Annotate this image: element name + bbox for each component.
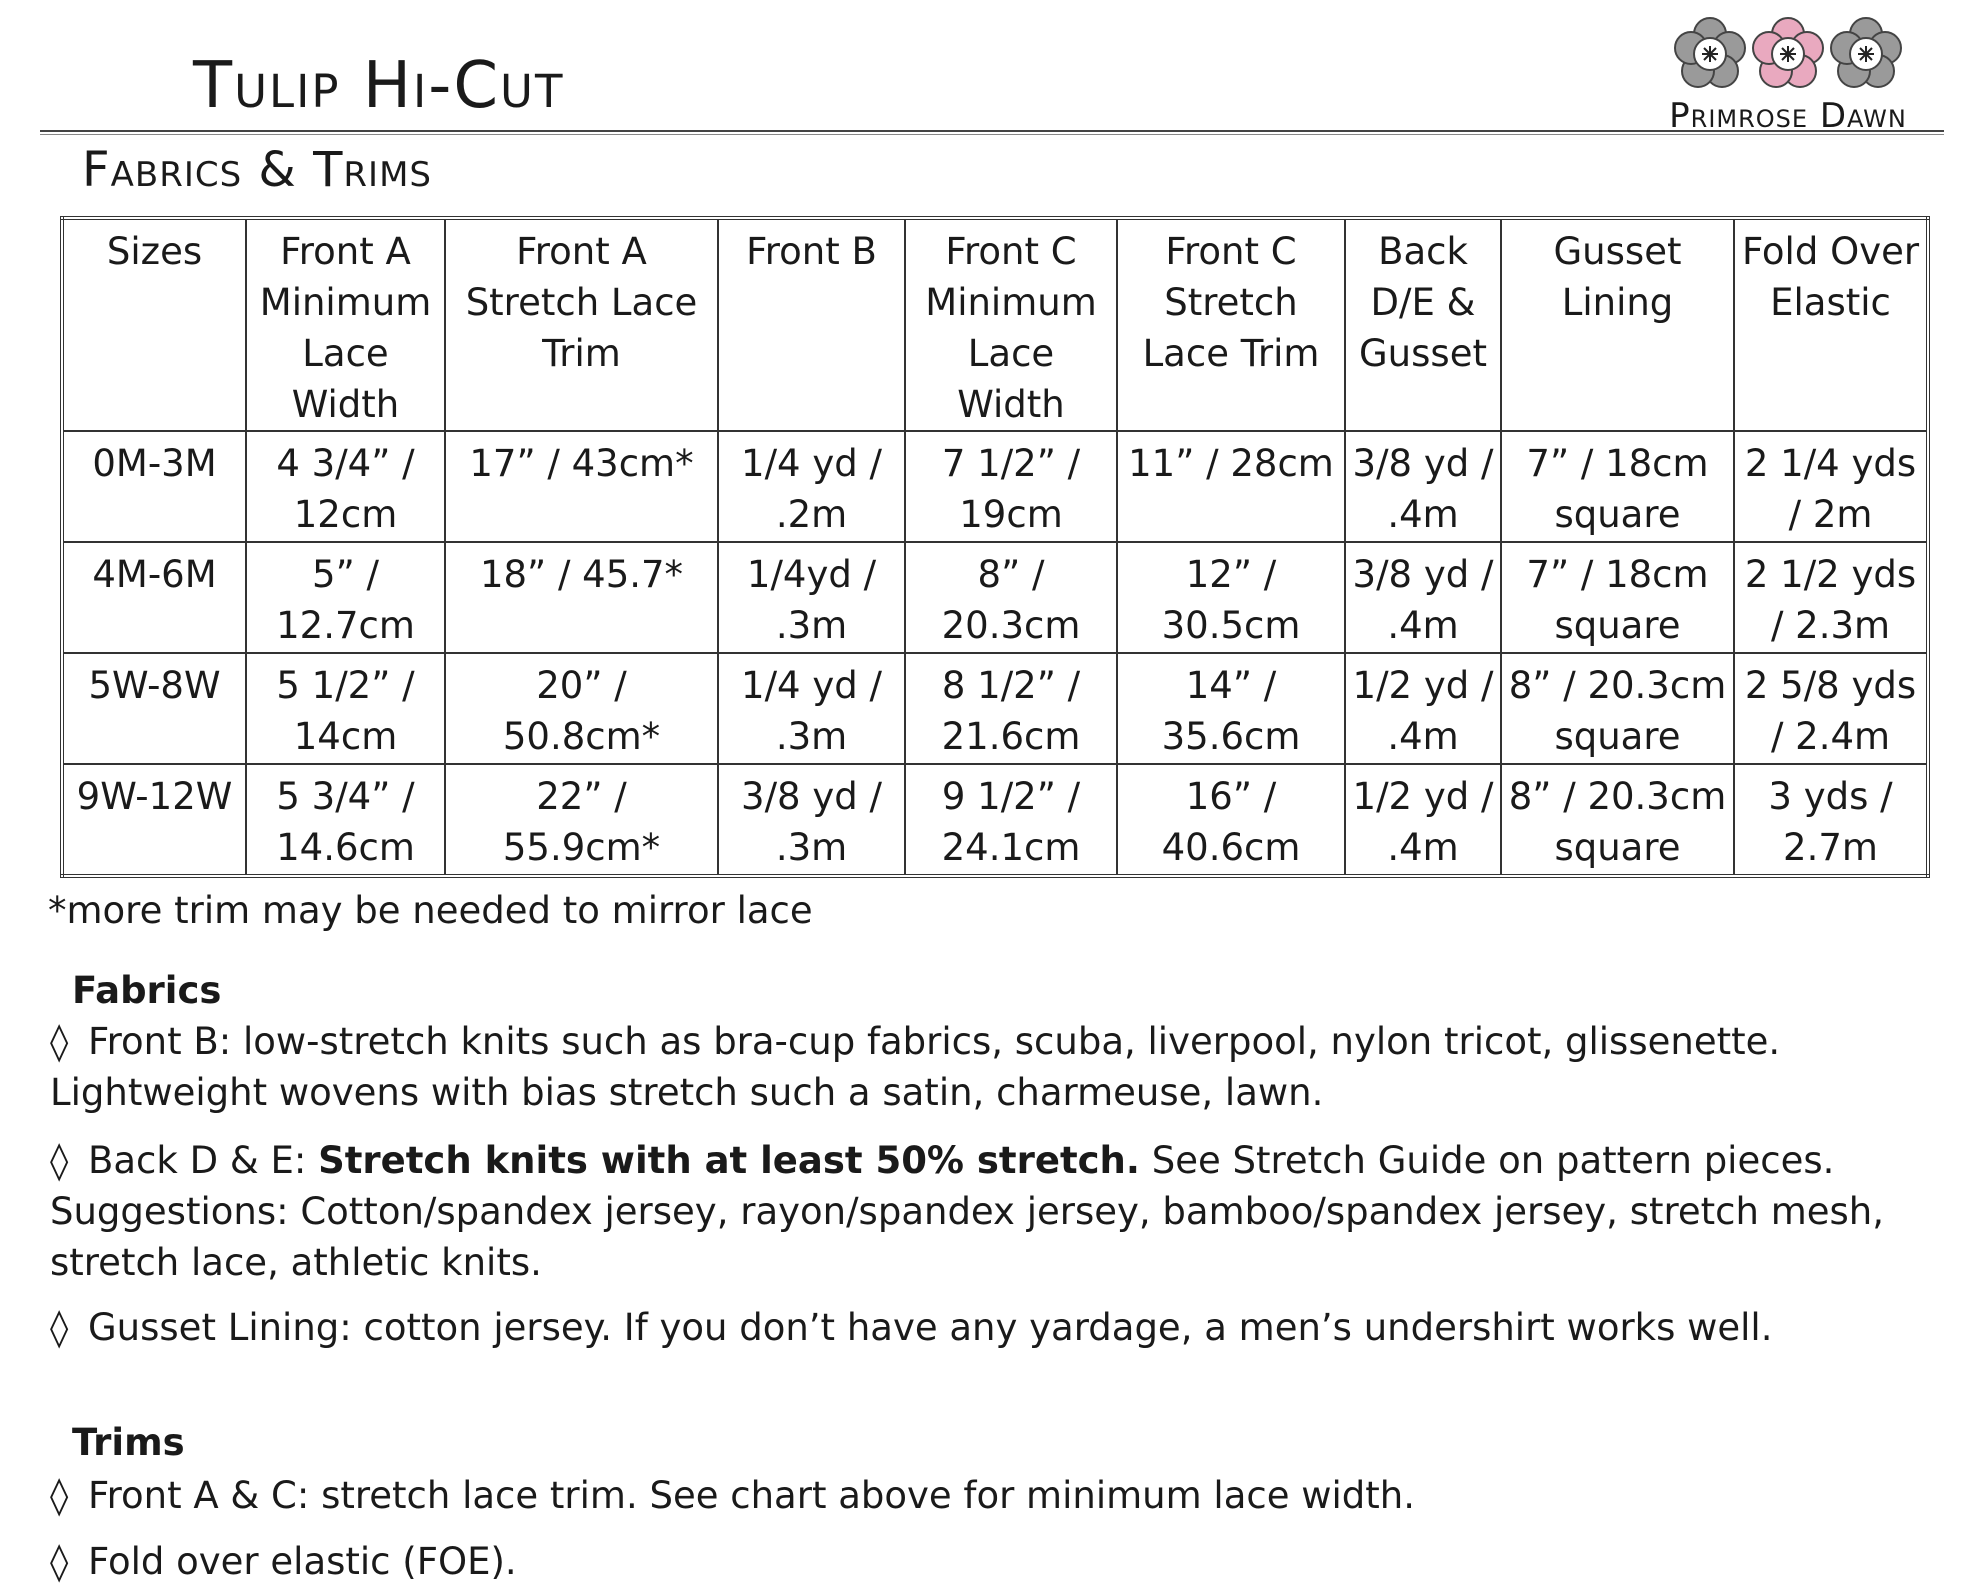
trim-item-front-ac (50, 1470, 1940, 1521)
table-row (62, 542, 1928, 653)
table-cell: 22” / 55.9cm* (445, 764, 718, 876)
table-cell: 0M-3M (62, 431, 246, 542)
table-cell: 3 yds / 2.7m (1734, 764, 1928, 876)
column-header: Back D/E & Gusset (1345, 218, 1501, 431)
table-cell: 2 5/8 yds / 2.4m (1734, 653, 1928, 764)
table-cell: 5 3/4” / 14.6cm (246, 764, 445, 876)
fabric-item-lead: Back D & E: (88, 1139, 319, 1182)
fabric-item-emphasis: Stretch knits with at least 50% stretch. (318, 1139, 1140, 1182)
table-cell: 1/4yd / .3m (718, 542, 905, 653)
fabric-item-back-de (50, 1135, 1940, 1288)
fabrics-heading: Fabrics (72, 969, 222, 1012)
fabric-item-gusset-lining (50, 1302, 1940, 1353)
table-cell: 2 1/2 yds / 2.3m (1734, 542, 1928, 653)
table-cell: 1/2 yd / .4m (1345, 764, 1501, 876)
table-row (62, 431, 1928, 542)
fabric-item-front-b (50, 1016, 1940, 1118)
diamond-bullet-icon: ◊ (50, 1020, 69, 1063)
trim-item-text: Fold over elastic (FOE). (88, 1540, 517, 1583)
table-cell: 2 1/4 yds / 2m (1734, 431, 1928, 542)
table-cell: 1/2 yd / .4m (1345, 653, 1501, 764)
table-cell: 8” / 20.3cm (905, 542, 1117, 653)
diamond-bullet-icon: ◊ (50, 1306, 69, 1349)
table-cell: 3/8 yd / .3m (718, 764, 905, 876)
table-cell: 16” / 40.6cm (1117, 764, 1345, 876)
fabric-item-text: Gusset Lining: cotton jersey. If you don’t have any yardage, a men’s undershirt works well. (88, 1306, 1773, 1349)
column-header: Front B (718, 218, 905, 431)
trims-heading: Trims (72, 1421, 185, 1464)
table-cell: 17” / 43cm* (445, 431, 718, 542)
table-cell: 9W-12W (62, 764, 246, 876)
table-cell: 5 1/2” / 14cm (246, 653, 445, 764)
diamond-bullet-icon: ◊ (50, 1540, 69, 1583)
table-cell: 1/4 yd / .3m (718, 653, 905, 764)
table-cell: 7 1/2” / 19cm (905, 431, 1117, 542)
diamond-bullet-icon: ◊ (50, 1474, 69, 1517)
diamond-bullet-icon: ◊ (50, 1139, 69, 1182)
table-cell: 14” / 35.6cm (1117, 653, 1345, 764)
page-title: Tulip Hi-Cut (193, 49, 565, 123)
trim-item-text: Front A & C: stretch lace trim. See chart above for minimum lace width. (88, 1474, 1415, 1517)
section-subtitle: Fabrics & Trims (82, 142, 433, 198)
table-row (62, 653, 1928, 764)
column-header: Front A Minimum Lace Width (246, 218, 445, 431)
footnote: *more trim may be needed to mirror lace (48, 889, 813, 932)
table-cell: 5W-8W (62, 653, 246, 764)
table-cell: 8” / 20.3cm square (1501, 653, 1734, 764)
table-cell: 9 1/2” / 24.1cm (905, 764, 1117, 876)
column-header: Front A Stretch Lace Trim (445, 218, 718, 431)
table-cell: 7” / 18cm square (1501, 542, 1734, 653)
size-chart-table (60, 216, 1930, 878)
table-cell: 18” / 45.7* (445, 542, 718, 653)
table-cell: 3/8 yd / .4m (1345, 431, 1501, 542)
column-header: Fold Over Elastic (1734, 218, 1928, 431)
table-header-row (62, 218, 1928, 431)
table-cell: 4M-6M (62, 542, 246, 653)
table-cell: 8 1/2” / 21.6cm (905, 653, 1117, 764)
flower-logo-icon (1670, 14, 1906, 94)
trim-item-foe (50, 1536, 1940, 1587)
table-cell: 5” / 12.7cm (246, 542, 445, 653)
column-header: Gusset Lining (1501, 218, 1734, 431)
table-cell: 3/8 yd / .4m (1345, 542, 1501, 653)
table-cell: 12” / 30.5cm (1117, 542, 1345, 653)
column-header: Front C Minimum Lace Width (905, 218, 1117, 431)
header-divider (40, 130, 1944, 135)
table-cell: 1/4 yd / .2m (718, 431, 905, 542)
table-cell: 20” / 50.8cm* (445, 653, 718, 764)
column-header: Sizes (62, 218, 246, 431)
table-cell: 7” / 18cm square (1501, 431, 1734, 542)
table-row (62, 764, 1928, 876)
table-cell: 4 3/4” / 12cm (246, 431, 445, 542)
brand-name: Primrose Dawn (1669, 96, 1907, 136)
fabric-item-text: Front B: low-stretch knits such as bra-cup fabrics, scuba, liverpool, nylon tricot, glissenette. Lightweight wovens with bias stretch such a satin, charmeuse, lawn. (50, 1020, 1781, 1114)
table-cell: 8” / 20.3cm square (1501, 764, 1734, 876)
brand-logo (1628, 14, 1948, 134)
fabric-item-text: See Stretch Guide on pattern pieces. Suggestions: Cotton/spandex jersey, rayon/spandex jersey, bamboo/spandex jersey, stretch mesh, stretch lace, athletic knits. (50, 1139, 1885, 1284)
column-header: Front C Stretch Lace Trim (1117, 218, 1345, 431)
table-cell: 11” / 28cm (1117, 431, 1345, 542)
